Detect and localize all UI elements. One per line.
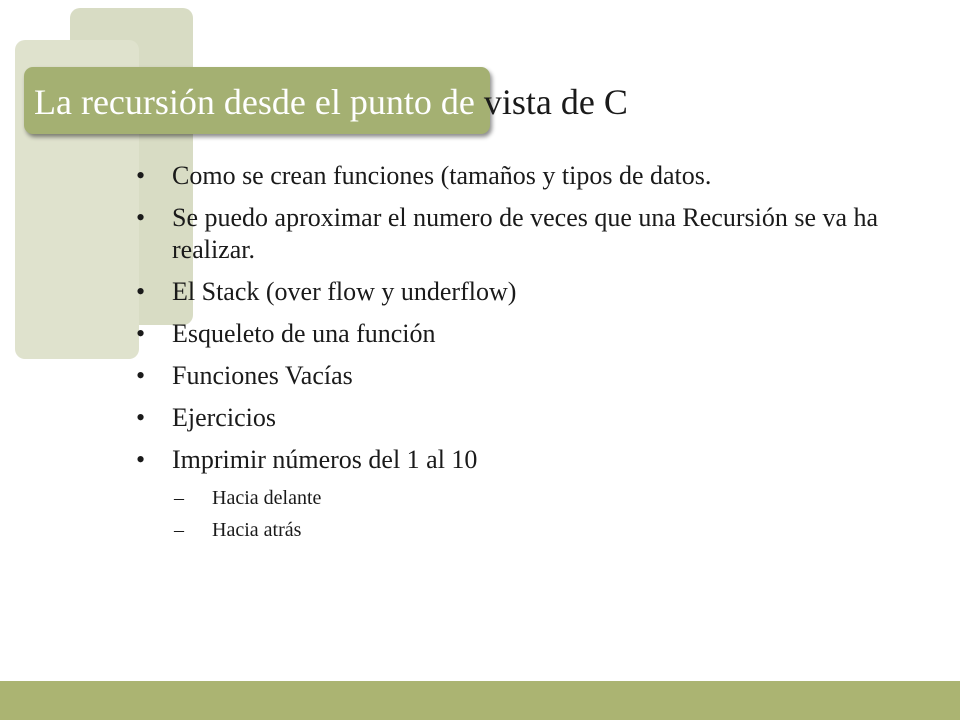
bullet-icon: •	[136, 277, 146, 306]
bullet-item	[136, 276, 916, 308]
bullet-icon: •	[136, 361, 146, 390]
sub-bullet-text: Hacia atrás	[212, 519, 302, 541]
dash-icon: –	[174, 487, 184, 509]
bullet-icon: •	[136, 403, 146, 432]
sub-bullet-item	[172, 482, 916, 514]
slide-content	[136, 160, 916, 556]
bullet-text: Como se crean funciones (tamaños y tipos de datos.	[172, 161, 712, 190]
dash-icon: –	[174, 519, 184, 541]
bullet-item	[136, 160, 916, 192]
bullet-item	[136, 444, 916, 546]
bullet-text: El Stack (over flow y underflow)	[172, 277, 517, 306]
sub-bullet-item	[172, 514, 916, 546]
footer-band	[0, 681, 960, 720]
bullet-icon: •	[136, 319, 146, 348]
bullet-icon: •	[136, 445, 146, 474]
bullet-item	[136, 318, 916, 350]
bullet-text: Esqueleto de una función	[172, 319, 436, 348]
bullet-item	[136, 360, 916, 392]
bullet-list	[136, 160, 916, 546]
bullet-icon: •	[136, 161, 146, 190]
bullet-text: Imprimir números del 1 al 10	[172, 445, 478, 474]
slide-title-part-rest: vista de C	[474, 82, 628, 122]
bullet-item	[136, 202, 916, 266]
bullet-text: Funciones Vacías	[172, 361, 353, 390]
bullet-item	[136, 402, 916, 434]
sub-bullet-list	[172, 482, 916, 546]
bullet-text: Ejercicios	[172, 403, 276, 432]
sub-bullet-text: Hacia delante	[212, 487, 322, 509]
bullet-icon: •	[136, 203, 146, 232]
slide-title-part-on-bar: La recursión desde el punto de	[34, 82, 475, 122]
bullet-text: Se puedo aproximar el numero de veces que una Recursión se va ha realizar.	[172, 203, 879, 264]
slide-title	[34, 80, 628, 124]
